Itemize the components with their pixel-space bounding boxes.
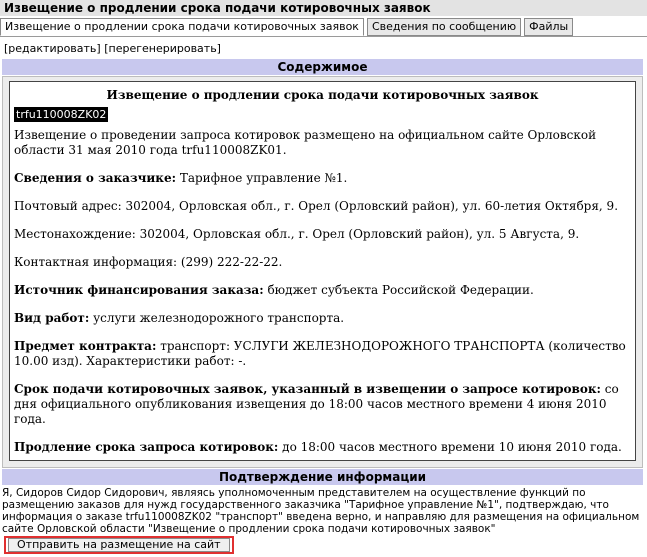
deadline-info [14, 382, 631, 427]
funding-info [14, 283, 631, 298]
action-links [4, 42, 221, 55]
customer-label: Сведения о заказчике: [14, 171, 177, 185]
content-panel [2, 76, 643, 468]
window-title: Извещение о продлении срока подачи котировочных заявок [0, 0, 647, 16]
subject-label: Предмет контракта: [14, 339, 157, 353]
tab-divider [0, 36, 647, 37]
funding-value: бюджет субъекта Российской Федерации. [263, 283, 534, 297]
document-body [9, 81, 636, 461]
intro-text: Извещение о проведении запроса котировок размещено на официальном сайте Орловской области 31 мая 2010 года trfu110008ZK01. [14, 128, 597, 157]
deadline-value: со дня официального опубликования извещения до 18:00 часов местного времени 4 июня 2010 года. [14, 382, 619, 426]
contact-info: Контактная информация: (299) 222-22-22. [14, 255, 283, 269]
location-address: Местонахождение: 302004, Орловская обл., г. Орел (Орловский район), ул. 5 Августа, 9. [14, 227, 580, 241]
notice-code: trfu110008ZK02 [16, 108, 107, 121]
customer-value: Тарифное управление №1. [176, 171, 348, 185]
extension-info [14, 440, 631, 455]
tab-bar [0, 18, 573, 36]
worktype-label: Вид работ: [14, 311, 90, 325]
confirmation-section-header: Подтверждение информации [2, 469, 643, 485]
tab-files[interactable]: Файлы [524, 18, 573, 36]
submit-to-site-button[interactable]: Отправить на размещение на сайт [8, 538, 230, 552]
regenerate-link[interactable]: [перегенерировать] [104, 42, 221, 55]
tab-notice[interactable]: Извещение о продлении срока подачи котировочных заявок [0, 18, 364, 36]
worktype-info [14, 311, 631, 326]
content-section-header: Содержимое [2, 59, 643, 75]
subject-value: транспорт: УСЛУГИ ЖЕЛЕЗНОДОРОЖНОГО ТРАНСПОРТА (количество 10.00 изд). Характеристики работ: -. [14, 339, 626, 368]
worktype-value: услуги железнодорожного транспорта. [89, 311, 345, 325]
submit-highlight [4, 536, 234, 554]
tab-message-info[interactable]: Сведения по сообщению [367, 18, 521, 36]
confirmation-text: Я, Сидоров Сидор Сидорович, являясь уполномоченным представителем на осуществление функций по размещению заказов для нужд государственного заказчика "Тарифное управление №1", подтверждаю, что информация о заказе trfu110008ZK02 "транспорт" введена верно, и направляю для размещения на официальном сайте Орловской области "Извещение о продлении срока подачи котировочных заявок" [2, 487, 640, 535]
extension-value: до 18:00 часов местного времени 10 июня 2010 года. [278, 440, 622, 454]
document-title: Извещение о продлении срока подачи котировочных заявок [106, 88, 539, 102]
funding-label: Источник финансирования заказа: [14, 283, 264, 297]
subject-info [14, 339, 631, 369]
extension-label: Продление срока запроса котировок: [14, 440, 279, 454]
edit-link[interactable]: [редактировать] [4, 42, 101, 55]
postal-address: Почтовый адрес: 302004, Орловская обл., г. Орел (Орловский район), ул. 60-летия Октября, 9. [14, 199, 619, 213]
deadline-label: Срок подачи котировочных заявок, указанный в извещении о запросе котировок: [14, 382, 601, 396]
customer-info [14, 171, 631, 186]
